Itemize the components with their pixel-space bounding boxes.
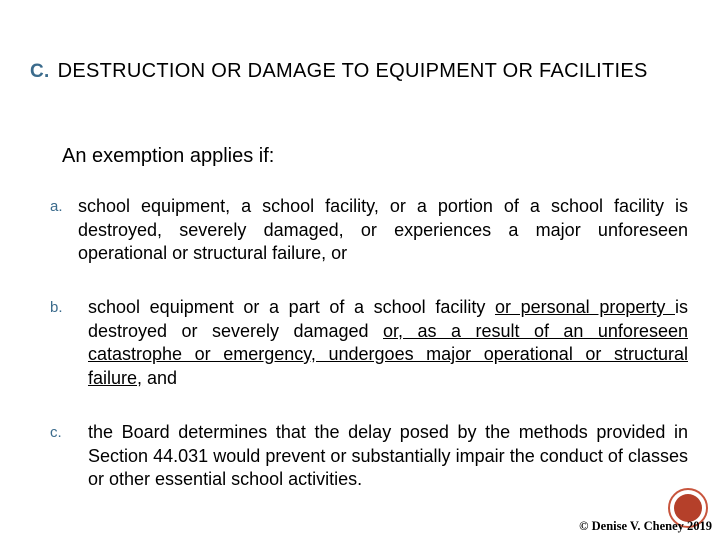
underlined-text-segment: or personal property — [494, 297, 675, 317]
list-item-text — [88, 421, 688, 492]
list-item-c — [50, 421, 688, 492]
list-marker: c. — [50, 424, 62, 441]
list-marker: a. — [50, 198, 63, 215]
section-heading — [30, 58, 690, 85]
badge-inner-circle — [674, 494, 702, 522]
list-item-text — [88, 296, 688, 390]
copyright-notice: © Denise V. Cheney 2019 — [579, 519, 712, 533]
intro-text: An exemption applies if: — [62, 145, 275, 167]
list-item-a — [50, 195, 688, 266]
list-item-text — [78, 195, 688, 266]
section-marker: C. — [30, 61, 50, 82]
underlined-text-segment: or, as a result of an unforeseen catastrophe or emergency, undergoes major operational or structural failure, — [88, 320, 688, 388]
text-segment: school equipment or a part of a school facility — [88, 297, 495, 317]
text-segment: school equipment, a school facility, or a portion of a school facility is destroyed, severely damaged, or experiences a major unforeseen operational or structural failure, or — [78, 196, 688, 263]
text-segment: is destroyed or severely damaged — [88, 297, 688, 341]
list-item-b — [50, 296, 688, 390]
text-segment: the Board determines that the delay posed by the methods provided in Section 44.031 would prevent or substantially impair the conduct of classes or other essential school activities. — [88, 422, 688, 489]
text-segment: and — [142, 367, 178, 388]
section-title: DESTRUCTION OR DAMAGE TO EQUIPMENT OR FACILITIES — [57, 60, 648, 82]
list-marker: b. — [50, 299, 63, 316]
